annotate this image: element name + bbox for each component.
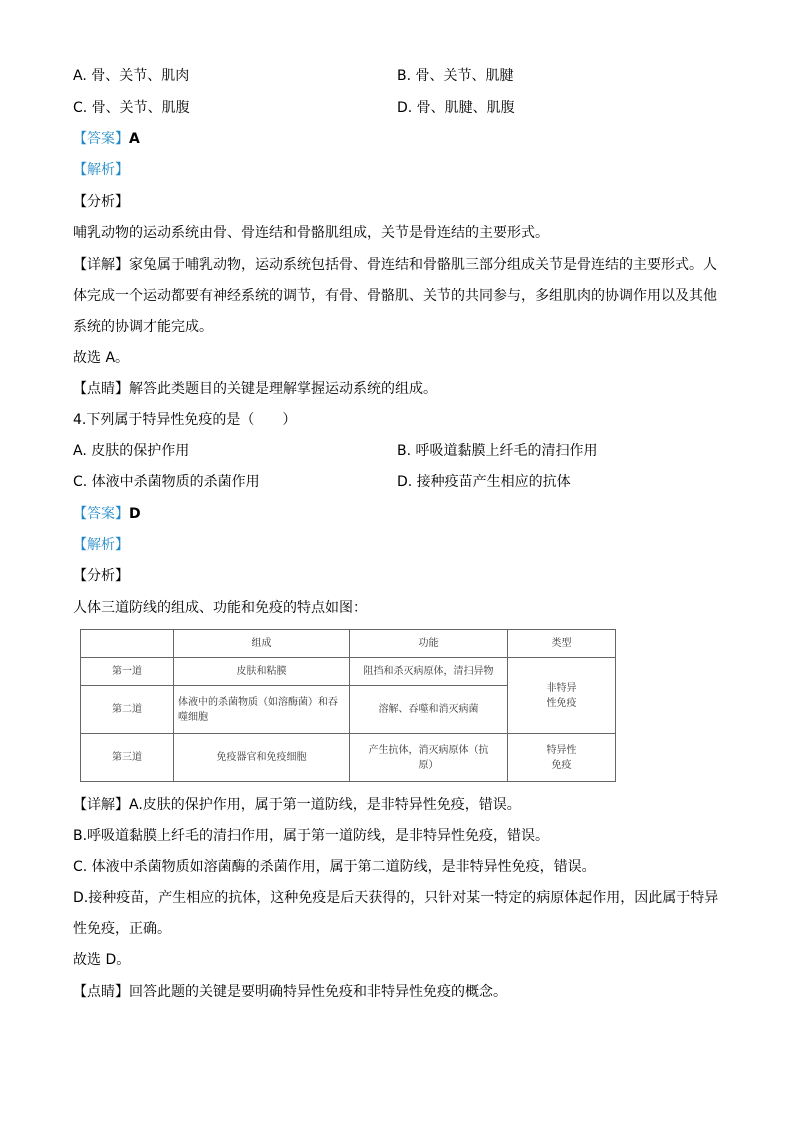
table-header-row: [81, 630, 616, 658]
q4-option-b: B. 呼吸道黏膜上纤毛的清扫作用: [397, 443, 598, 459]
q4-answer: [73, 504, 141, 524]
defense-lines-table: [80, 629, 616, 782]
row-function: 阻挡和杀灭病原体，清扫异物: [350, 658, 508, 686]
tip-text: 解答此类题目的关键是理解掌握运动系统的组成。: [129, 381, 437, 397]
q4-detail-line: [73, 795, 521, 815]
answer-tag: 【答案】: [73, 131, 129, 147]
table-header-cell: 组成: [174, 630, 350, 658]
table-header-cell: 类型: [508, 630, 616, 658]
q3-fenxi-tag: [73, 192, 129, 212]
table-row: [81, 734, 616, 782]
q4-option-d: D. 接种疫苗产生相应的抗体: [397, 474, 571, 490]
detail-tag: 【详解】: [73, 257, 129, 273]
q4-detail-line: C. 体液中杀菌物质如溶菌酶的杀菌作用，属于第二道防线，是非特异性免疫，错误。: [73, 859, 596, 875]
tip-text: 回答此题的关键是要明确特异性免疫和非特异性免疫的概念。: [129, 984, 507, 1000]
detail-text: A.皮肤的保护作用，属于第一道防线，是非特异性免疫，错误。: [129, 797, 521, 813]
q4-analysis-tag: [73, 535, 129, 555]
row-composition: 体液中的杀菌物质（如溶酶菌）和吞 噬细胞: [174, 686, 350, 734]
q4-fenxi-tag: [73, 566, 129, 586]
q3-detail-line: [73, 255, 717, 275]
detail-tag: 【详解】: [73, 797, 129, 813]
q4-detail-line: B.呼吸道黏膜上纤毛的清扫作用，属于第一道防线，是非特异性免疫，错误。: [73, 828, 550, 844]
answer-value: D: [129, 506, 141, 522]
q3-option-c: C. 骨、关节、肌腹: [73, 100, 190, 116]
q3-option-b: B. 骨、关节、肌腱: [397, 68, 514, 84]
q4-fenxi-text: 人体三道防线的组成、功能和免疫的特点如图：: [73, 600, 367, 616]
q4-option-c: C. 体液中杀菌物质的杀菌作用: [73, 474, 260, 490]
fenxi-tag: 【分析】: [73, 568, 129, 584]
row-name: 第一道: [81, 658, 174, 686]
q3-option-d: D. 骨、肌腱、肌腹: [397, 100, 515, 116]
table-header-cell: [81, 630, 174, 658]
answer-tag: 【答案】: [73, 506, 129, 522]
type-nonspecific: 非特异 性免疫: [508, 658, 616, 734]
q4-detail-line: D.接种疫苗，产生相应的抗体，这种免疫是后天获得的，只针对某一特定的病原体起作用，因此属于特异: [73, 890, 719, 906]
answer-value: A: [129, 131, 140, 147]
type-specific: 特异性 免疫: [508, 734, 616, 782]
tip-tag: 【点睛】: [73, 381, 129, 397]
q4-option-a: A. 皮肤的保护作用: [73, 443, 190, 459]
q4-choice: 故选 D。: [73, 952, 131, 968]
q3-answer: [73, 129, 140, 149]
table-row: [81, 658, 616, 686]
row-composition: 免疫器官和免疫细胞: [174, 734, 350, 782]
row-name: 第二道: [81, 686, 174, 734]
q3-choice: 故选 A。: [73, 350, 130, 366]
row-composition: 皮肤和粘膜: [174, 658, 350, 686]
detail-text: 家兔属于哺乳动物，运动系统包括骨、骨连结和骨骼肌三部分组成关节是骨连结的主要形式。人: [129, 257, 717, 273]
q3-detail-line: 系统的协调才能完成。: [73, 319, 213, 335]
analysis-tag: 【解析】: [73, 162, 129, 178]
q3-option-a: A. 骨、关节、肌肉: [73, 68, 190, 84]
row-name: 第三道: [81, 734, 174, 782]
q3-detail-line: 体完成一个运动都要有神经系统的调节，有骨、骨骼肌、关节的共同参与，多组肌肉的协调作用以及其他: [73, 288, 717, 304]
q4-detail-line: 性免疫，正确。: [73, 921, 171, 937]
table-header-cell: 功能: [350, 630, 508, 658]
analysis-tag: 【解析】: [73, 537, 129, 553]
q3-fenxi-text: 哺乳动物的运动系统由骨、骨连结和骨骼肌组成，关节是骨连结的主要形式。: [73, 225, 549, 241]
tip-tag: 【点睛】: [73, 984, 129, 1000]
q3-tip: [73, 379, 437, 399]
q4-stem: 4.下列属于特异性免疫的是（ ）: [73, 412, 297, 428]
fenxi-tag: 【分析】: [73, 194, 129, 210]
q4-tip: [73, 982, 507, 1002]
q3-analysis-tag: [73, 160, 129, 180]
row-function: 溶解、吞噬和消灭病菌: [350, 686, 508, 734]
row-function: 产生抗体，消灭病原体（抗 原）: [350, 734, 508, 782]
